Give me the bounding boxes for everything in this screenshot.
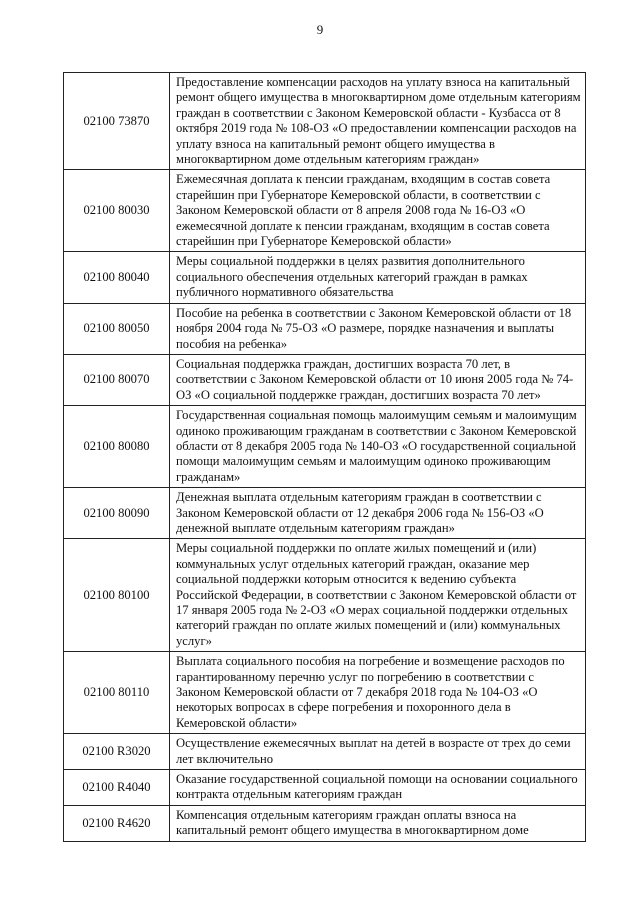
code-cell: 02100 80100 [64, 539, 170, 652]
description-cell: Государственная социальная помощь малоимущим семьям и малоимущим одиноко проживающим гражданам в соответствии с Законом Кемеровской области от 8 декабря 2005 года № 140-ОЗ «О государственной социальной помощи малоимущим семьям и малоимущим одиноко проживающим гражданам» [170, 406, 586, 488]
code-cell: 02100 80030 [64, 170, 170, 252]
page-number: 9 [316, 22, 324, 37]
table-row [64, 73, 586, 170]
code-cell: 02100 80050 [64, 303, 170, 354]
description-cell: Предоставление компенсации расходов на уплату взноса на капитальный ремонт общего имущества в многоквартирном доме отдельным категориям граждан в соответствии с Законом Кемеровской области - Кузбасса от 8 октября 2019 года № 108-ОЗ «О предоставлении компенсации расходов на уплату взноса на капитальный ремонт общего имущества в многоквартирном доме отдельным категориям граждан» [170, 73, 586, 170]
code-cell: 02100 80090 [64, 488, 170, 539]
description-cell: Ежемесячная доплата к пенсии гражданам, входящим в состав совета старейшин при Губернаторе Кемеровской области, в соответствии с Законом Кемеровской области от 8 апреля 2008 года № 16-ОЗ «О ежемесячной доплате к пенсии гражданам, входящим в состав совета старейшин при Губернаторе Кемеровской области» [170, 170, 586, 252]
code-cell: 02100 80070 [64, 354, 170, 405]
description-cell: Меры социальной поддержки в целях развития дополнительного социального обеспечения отдельных категорий граждан в рамках публичного нормативного обязательства [170, 252, 586, 303]
table-row [64, 805, 586, 841]
description-cell: Денежная выплата отдельным категориям граждан в соответствии с Законом Кемеровской области от 12 декабря 2006 года № 156-ОЗ «О денежной выплате отдельным категориям граждан» [170, 488, 586, 539]
description-cell: Пособие на ребенка в соответствии с Законом Кемеровской области от 18 ноября 2004 года № 75-ОЗ «О размере, порядке назначения и выплаты пособия на ребенка» [170, 303, 586, 354]
table-row [64, 170, 586, 252]
table-row [64, 354, 586, 405]
code-cell: 02100 R4040 [64, 770, 170, 806]
table-row [64, 770, 586, 806]
description-cell: Меры социальной поддержки по оплате жилых помещений и (или) коммунальных услуг отдельных категорий граждан, оказание мер социальной поддержки которым относится к ведению субъекта Российской Федерации, в соответствии с Законом Кемеровской области от 17 января 2005 года № 2-ОЗ «О мерах социальной поддержки отдельных категорий граждан по оплате жилых помещений и (или) коммунальных услуг» [170, 539, 586, 652]
description-cell: Оказание государственной социальной помощи на основании социального контракта отдельным категориям граждан [170, 770, 586, 806]
description-cell: Осуществление ежемесячных выплат на детей в возрасте от трех до семи лет включительно [170, 734, 586, 770]
code-cell: 02100 R4620 [64, 805, 170, 841]
table-row [64, 406, 586, 488]
code-cell: 02100 R3020 [64, 734, 170, 770]
table-row [64, 252, 586, 303]
table-row [64, 734, 586, 770]
description-cell: Выплата социального пособия на погребение и возмещение расходов по гарантированному перечню услуг по погребению в соответствии с Законом Кемеровской области от 7 декабря 2018 года № 104-ОЗ «О некоторых вопросах в сфере погребения и похоронного дела в Кемеровской области» [170, 652, 586, 734]
table-row [64, 652, 586, 734]
table-row [64, 539, 586, 652]
code-cell: 02100 73870 [64, 73, 170, 170]
code-cell: 02100 80040 [64, 252, 170, 303]
code-cell: 02100 80080 [64, 406, 170, 488]
code-cell: 02100 80110 [64, 652, 170, 734]
table-row [64, 488, 586, 539]
budget-code-table [63, 72, 586, 842]
description-cell: Компенсация отдельным категориям граждан оплаты взноса на капитальный ремонт общего имущества в многоквартирном доме [170, 805, 586, 841]
description-cell: Социальная поддержка граждан, достигших возраста 70 лет, в соответствии с Законом Кемеровской области от 10 июня 2005 года № 74-ОЗ «О социальной поддержке граждан, достигших возраста 70 лет» [170, 354, 586, 405]
table-row [64, 303, 586, 354]
